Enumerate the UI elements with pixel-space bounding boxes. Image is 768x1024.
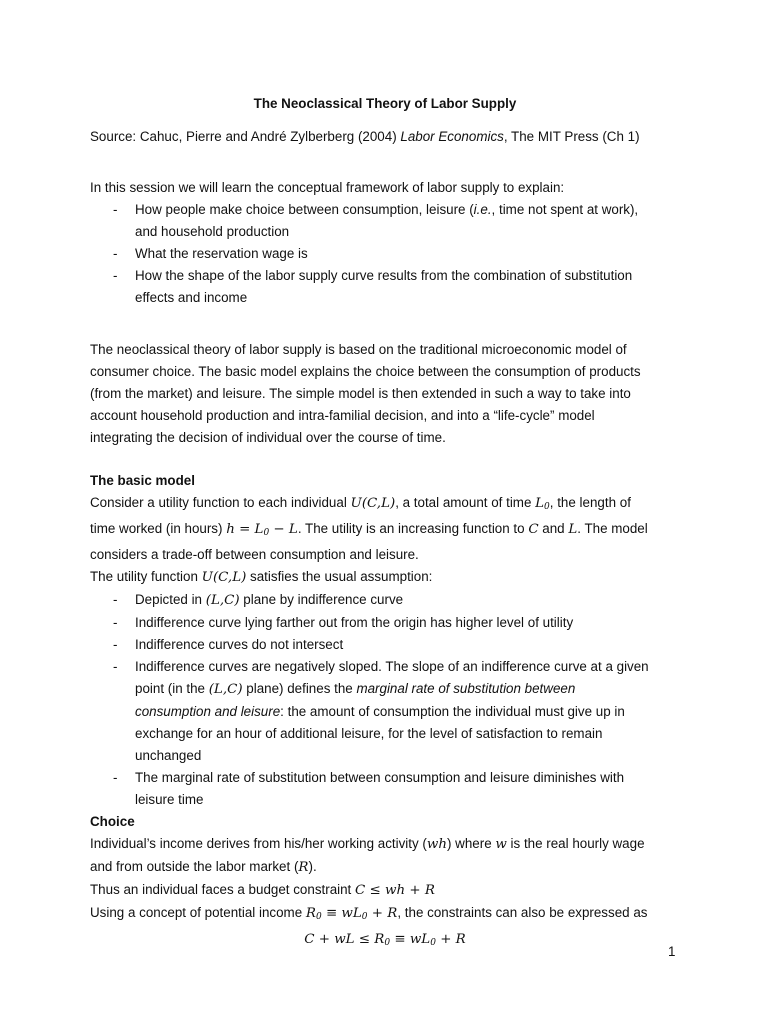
wage-symbol: w: [495, 837, 507, 852]
utility-formula: U(C,L): [350, 496, 396, 511]
item-text-italic: i.e.: [473, 202, 492, 217]
total-time-symbol: $L_0$: [535, 496, 550, 512]
text-run: Indifference curves do not intersect: [135, 637, 344, 652]
basic-model-section: [90, 492, 680, 954]
budget-constraint-formula: C ≤ wh + R: [355, 883, 435, 898]
text-run: time worked (in hours): [90, 521, 227, 536]
item-text: , time not spent at work),: [491, 202, 639, 217]
text-run: and: [538, 521, 569, 536]
intro-list: [90, 199, 638, 309]
text-run: plane) defines the: [242, 681, 357, 696]
paragraph-line: (from the market) and leisure. The simple model is then extended in such a way to take into: [90, 386, 631, 401]
text-run: Depicted in: [135, 592, 206, 607]
text-run: Using a concept of potential income: [90, 905, 306, 920]
text-run: . The model: [577, 521, 648, 536]
paragraph-line: [90, 833, 680, 856]
source-prefix: Source: Cahuc, Pierre and André Zylberberg (2004): [90, 129, 401, 144]
text-run: Indifference curves are negatively sloped. The slope of an indifference curve at a given: [135, 659, 649, 674]
text-run: Indifference curve lying farther out from the origin has higher level of utility: [135, 615, 574, 630]
section-heading-basic-model: The basic model: [90, 473, 195, 488]
text-run: satisfies the usual assumption:: [246, 569, 433, 584]
list-item: [90, 589, 680, 612]
paragraph-line: [90, 856, 680, 879]
item-text: and household production: [135, 224, 290, 239]
list-item: [90, 265, 638, 309]
text-run: Thus an individual faces a budget constraint: [90, 882, 356, 897]
assumption-list: [90, 589, 680, 811]
text-run: Consider a utility function to each individual: [90, 495, 351, 510]
bullet-dash: -: [113, 268, 118, 283]
paragraph-line: [90, 518, 680, 544]
page-number: 1: [668, 944, 676, 959]
outside-income-symbol: R: [298, 860, 309, 875]
constraint-equation: [90, 928, 680, 954]
text-run: leisure time: [135, 792, 204, 807]
bullet-dash: -: [113, 615, 118, 630]
paragraph-line: account household production and intra-familial decision, and into a “life-cycle” model: [90, 408, 595, 423]
paragraph-line: [90, 902, 680, 928]
list-item: [90, 767, 680, 811]
paragraph-line: considers a trade-off between consumption and leisure.: [90, 547, 419, 562]
text-run: , the constraints can also be expressed as: [397, 905, 648, 920]
bullet-dash: -: [113, 592, 118, 607]
symbol-l: L: [568, 522, 578, 537]
plane-formula: (L,C): [205, 593, 240, 608]
constraint-formula: C + wL ≤ $R_0 \equiv wL_0 + R$: [304, 932, 466, 948]
text-run: , the length of: [549, 495, 631, 510]
bullet-dash: -: [113, 770, 118, 785]
bullet-dash: -: [113, 202, 118, 217]
text-run: ).: [308, 859, 317, 874]
paragraph-line: consumer choice. The basic model explains the choice between the consumption of products: [90, 364, 641, 379]
section-heading-choice: Choice: [90, 814, 135, 829]
text-run: The marginal rate of substitution between consumption and leisure diminishes with: [135, 770, 625, 785]
text-run: exchange for an hour of additional leisure, for the level of satisfaction to remain: [135, 726, 603, 741]
utility-formula: U(C,L): [201, 570, 247, 585]
text-run: : the amount of consumption the individual must give up in: [280, 704, 625, 719]
text-run: The utility function: [90, 569, 202, 584]
page-title: The Neoclassical Theory of Labor Supply: [253, 96, 517, 111]
text-run: . The utility is an increasing function to: [297, 521, 529, 536]
source-suffix: , The MIT Press (Ch 1): [503, 129, 640, 144]
text-run: point (in the: [135, 681, 209, 696]
text-run: is the real hourly wage: [506, 836, 645, 851]
potential-income-formula: $R_0 \equiv wL_0 + R$: [305, 906, 398, 922]
plane-formula: (L,C): [208, 682, 243, 697]
text-run: , a total amount of time: [395, 495, 536, 510]
item-text: How people make choice between consumption, leisure (: [135, 202, 474, 217]
text-run: and from outside the labor market (: [90, 859, 299, 874]
paragraph-line: [90, 492, 680, 518]
bullet-dash: -: [113, 637, 118, 652]
text-run: unchanged: [135, 748, 202, 763]
bullet-dash: -: [113, 246, 118, 261]
source-citation: [90, 126, 640, 148]
paragraph-line: integrating the decision of individual over the course of time.: [90, 430, 446, 445]
text-run-italic: marginal rate of substitution between: [356, 681, 576, 696]
paragraph-line: [90, 566, 680, 589]
text-run: Individual’s income derives from his/her working activity (: [90, 836, 427, 851]
paragraph-line: [90, 879, 680, 902]
item-text: What the reservation wage is: [135, 246, 308, 261]
text-run: plane by indifference curve: [239, 592, 404, 607]
item-text: How the shape of the labor supply curve results from the combination of substitution: [135, 268, 633, 283]
list-item: [90, 199, 638, 243]
list-item: [90, 656, 680, 767]
symbol-c: C: [528, 522, 539, 537]
item-text: effects and income: [135, 290, 248, 305]
paragraph-line: The neoclassical theory of labor supply is based on the traditional microeconomic model of: [90, 342, 627, 357]
income-symbol: wh: [426, 837, 447, 852]
text-run: ) where: [446, 836, 496, 851]
list-item: [90, 243, 638, 265]
list-item: [90, 612, 680, 634]
text-run-italic: consumption and leisure: [135, 704, 281, 719]
hours-formula: $h = L_0 - L$: [226, 522, 298, 538]
source-book: Labor Economics: [400, 129, 504, 144]
list-item: [90, 634, 680, 656]
bullet-dash: -: [113, 659, 118, 674]
intro-text: In this session we will learn the conceptual framework of labor supply to explain:: [90, 180, 565, 195]
overview-paragraph: [90, 339, 641, 449]
